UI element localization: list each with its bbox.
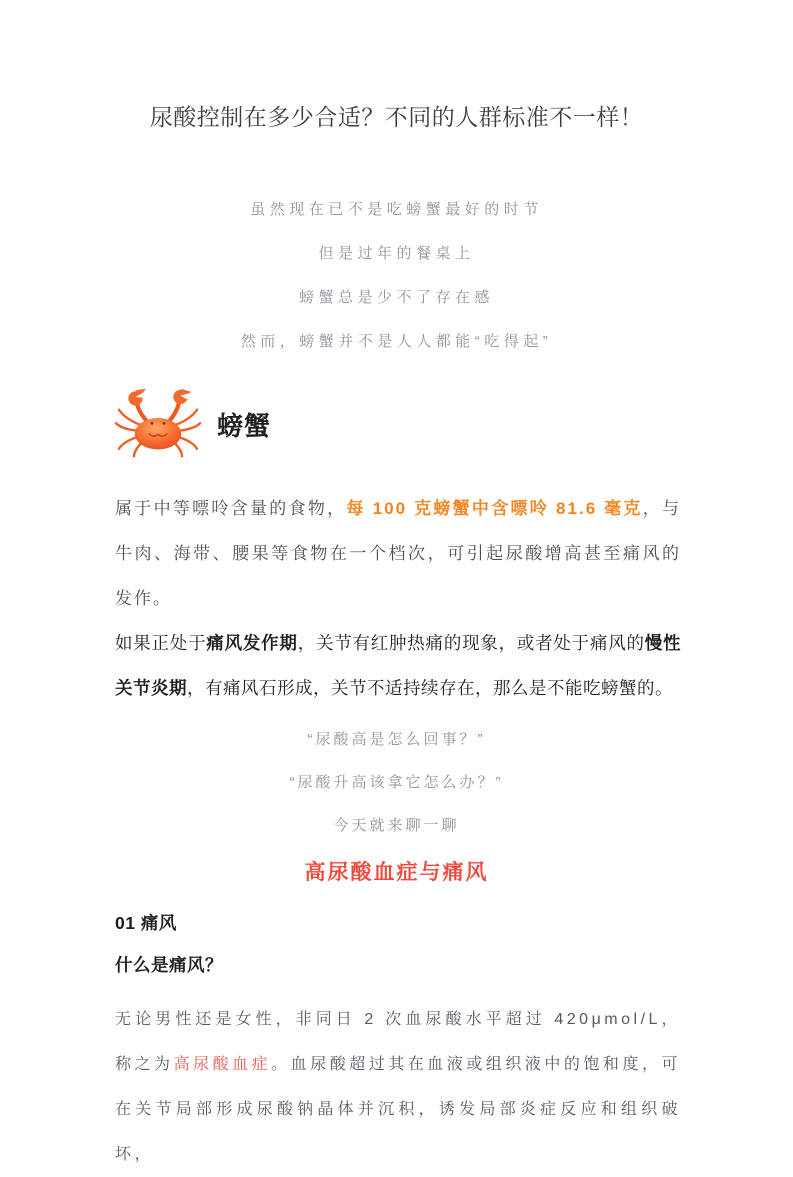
intro-verse bbox=[0, 188, 793, 364]
intro-line: 但是过年的餐桌上 bbox=[318, 245, 475, 262]
quote-line: “尿酸升高该拿它怎么办？” bbox=[289, 774, 504, 791]
quote-line: 今天就来聊一聊 bbox=[333, 817, 460, 834]
section-heading-hyperuricemia-gout: 高尿酸血症与痛风 bbox=[304, 861, 489, 884]
intro-line: 螃蟹总是少不了存在感 bbox=[298, 289, 494, 306]
crab-heading: 螃蟹 bbox=[217, 410, 272, 441]
term-hyperuricemia: 高尿酸血症 bbox=[173, 1056, 272, 1073]
warning-seg1: 如果正处于 bbox=[115, 633, 207, 653]
term-chronic-arthritis: 慢性关节炎期 bbox=[115, 633, 682, 698]
intro-line: 然而，螃蟹并不是人人都能“吃得起” bbox=[240, 333, 553, 350]
subsection-question-heading: 什么是痛风？ bbox=[115, 955, 223, 975]
crab-icon bbox=[113, 387, 203, 461]
intro-line: 虽然现在已不是吃螃蟹最好的时节 bbox=[250, 201, 543, 218]
purine-amount-highlight: 每 100 克螃蟹中含嘌呤 81.6 毫克 bbox=[346, 499, 643, 518]
paragraph-gout-warning bbox=[115, 621, 681, 711]
quote-line: “尿酸高是怎么回事？” bbox=[307, 731, 486, 748]
warning-seg2: ，关节有红肿热痛的现象，或者处于痛风的 bbox=[297, 633, 645, 653]
paragraph-crab-info bbox=[115, 486, 681, 621]
definition-seg2: 。血尿酸超过其在血液或组织液中的饱和度，可在关节局部形成尿酸钠晶体并沉积，诱发局部炎症反应和组织破坏， bbox=[115, 1056, 681, 1163]
crab-info-lead: 属于中等嘌呤含量的食物， bbox=[115, 499, 347, 518]
quote-block bbox=[0, 718, 793, 847]
warning-seg3: ，有痛风石形成，关节不适持续存在，那么是不能吃螃蟹的。 bbox=[187, 678, 673, 698]
definition-seg1: 无论男性还是女性，非同日 2 次血尿酸水平超过 420μmol/L，称之为 bbox=[115, 1011, 681, 1073]
page-title: 尿酸控制在多少合适？不同的人群标准不一样！ bbox=[149, 104, 644, 130]
crab-section-header bbox=[113, 386, 793, 462]
subsection-number-heading: 01 痛风 bbox=[115, 913, 177, 933]
crab-info-rest: ，与牛肉、海带、腰果等食物在一个档次，可引起尿酸增高甚至痛风的发作。 bbox=[115, 499, 682, 608]
paragraph-gout-definition bbox=[115, 997, 681, 1177]
term-gout-flare: 痛风发作期 bbox=[206, 633, 298, 653]
